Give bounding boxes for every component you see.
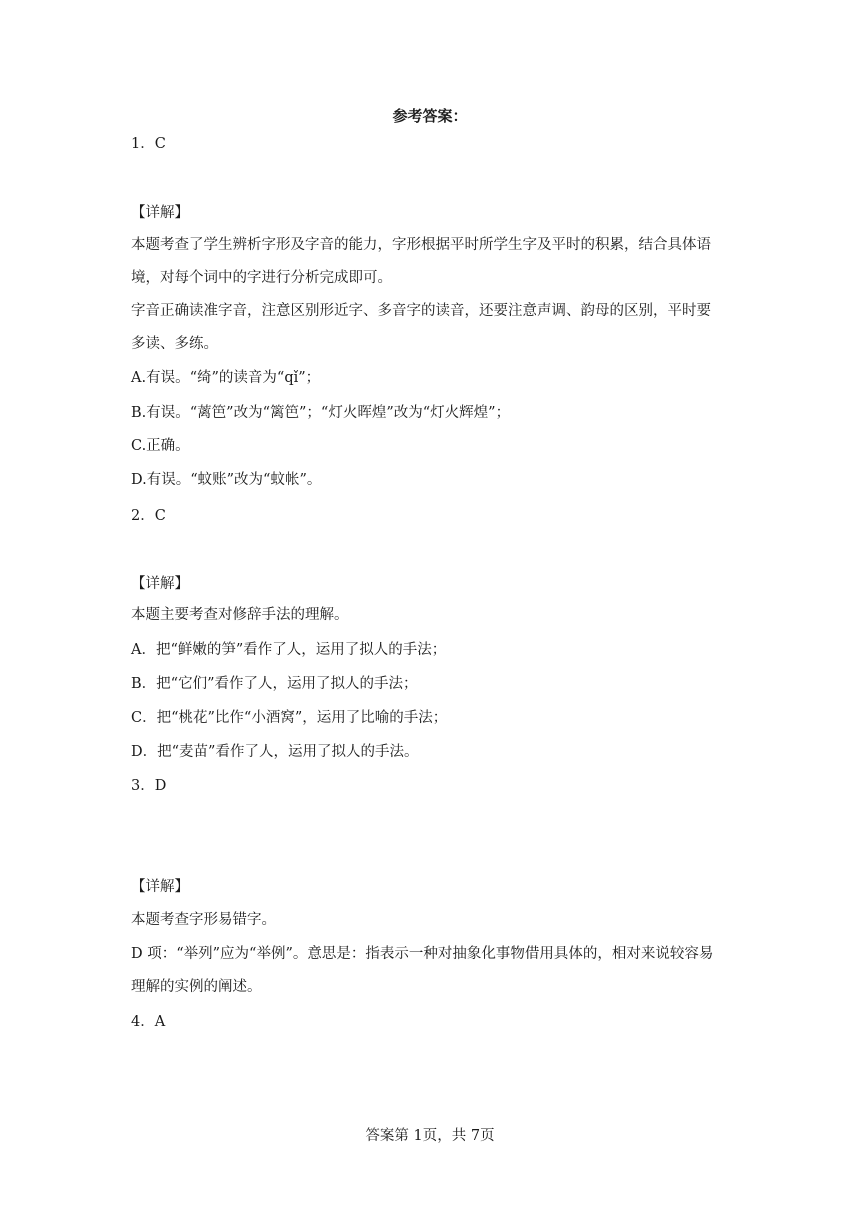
detail-line: A．把“鲜嫩的笋”看作了人，运用了拟人的手法；	[131, 642, 447, 658]
page-title: 参考答案：	[392, 107, 468, 125]
detail-line: D.有误。“蚊账”改为“蚊帐”。	[131, 472, 322, 488]
answer-number: 3．D	[131, 778, 167, 794]
detail-line: 本题考查了学生辨析字形及字音的能力，字形根据平时所学生字及平时的积累，结合具体语	[131, 237, 711, 253]
detail-label: 【详解】	[131, 576, 189, 592]
detail-line: A.有误。“绮”的读音为“qǐ”；	[131, 370, 321, 386]
page-footer: 答案第 1页，共 7页	[365, 1128, 495, 1144]
detail-line: 字音正确读准字音，注意区别形近字、多音字的读音，还要注意声调、韵母的区别，平时要	[131, 303, 711, 319]
detail-line: 境，对每个词中的字进行分析完成即可。	[131, 270, 392, 286]
detail-line: B.有误。“蓠笆”改为“篱笆”；“灯火晖煌”改为“灯火辉煌”；	[131, 405, 511, 421]
answer-number: 4．A	[131, 1014, 166, 1030]
detail-line: 本题主要考查对修辞手法的理解。	[131, 607, 349, 623]
answer-number: 1．C	[131, 136, 166, 152]
detail-line: 理解的实例的阐述。	[131, 979, 262, 995]
detail-line: 本题考查字形易错字。	[131, 912, 276, 928]
detail-label: 【详解】	[131, 205, 189, 221]
detail-line: D．把“麦苗”看作了人，运用了拟人的手法。	[131, 744, 419, 760]
detail-line: D 项：“举列”应为“举例”。意思是：指表示一种对抽象化事物借用具体的，相对来说较容易	[131, 946, 714, 962]
answer-number: 2．C	[131, 508, 166, 524]
detail-line: C．把“桃花”比作“小酒窝”，运用了比喻的手法；	[131, 710, 448, 726]
detail-line: 多读、多练。	[131, 336, 218, 352]
detail-line: C.正确。	[131, 438, 190, 454]
detail-label: 【详解】	[131, 879, 189, 895]
detail-line: B．把“它们”看作了人，运用了拟人的手法；	[131, 676, 418, 692]
